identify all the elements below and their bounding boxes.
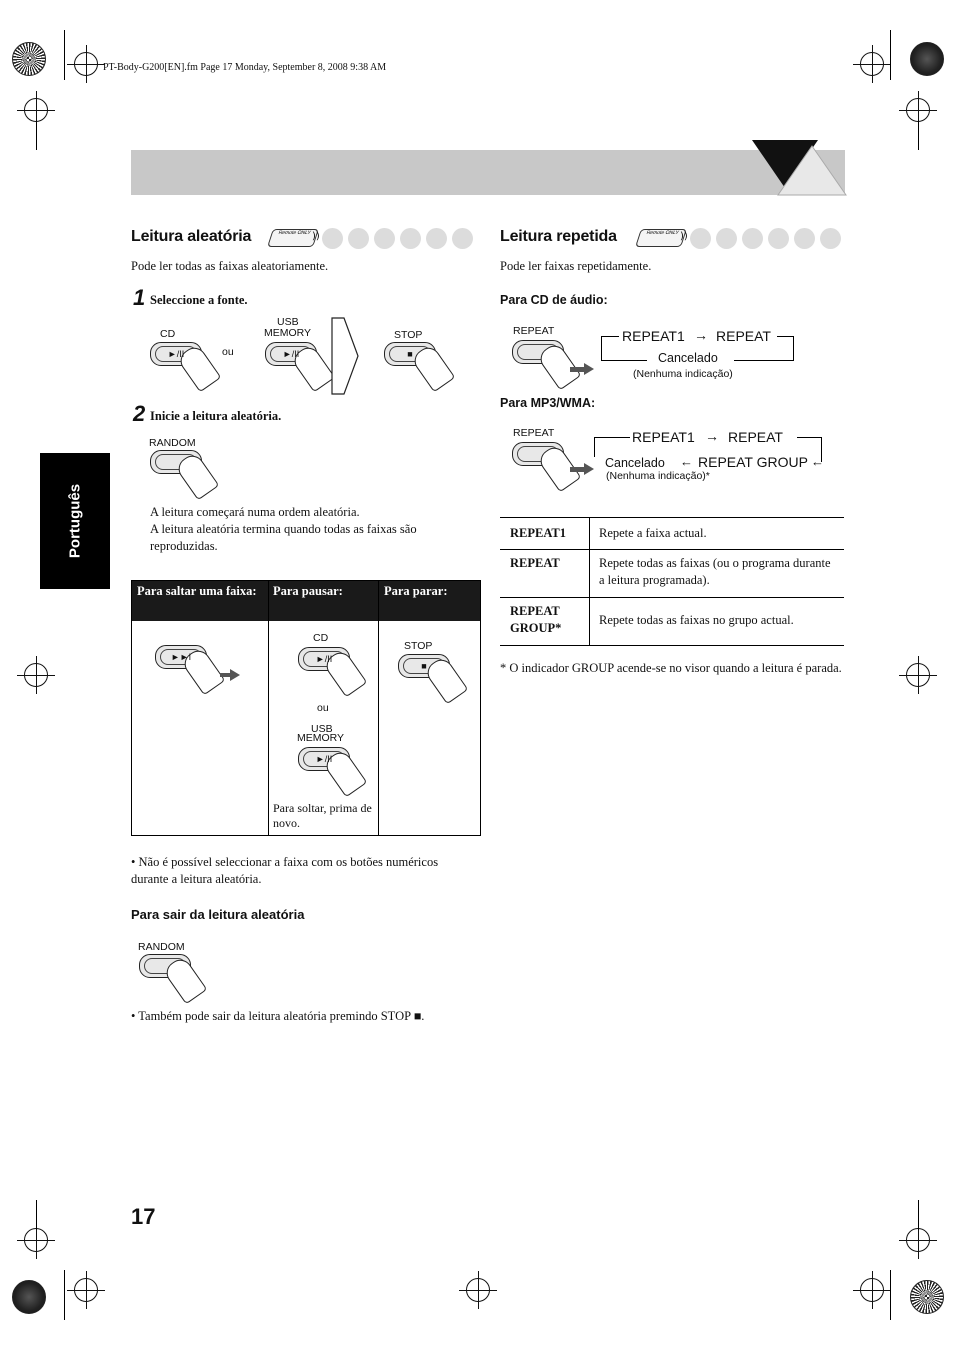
remote-only-icon: Remote ONLY: [267, 229, 319, 247]
repeat-modes-table: [500, 517, 844, 646]
random-label: RANDOM: [149, 437, 196, 449]
controls-table: [131, 580, 481, 836]
random-intro: Pode ler todas as faixas aleatoriamente.: [131, 259, 329, 273]
table-row-desc: Repete todas as faixas (ou o programa durante a leitura programada).: [599, 556, 831, 587]
usb-label-2: MEMORY: [264, 327, 312, 339]
table-row-desc: Repete a faixa actual.: [599, 526, 707, 540]
table-header-pause: Para pausar:: [273, 584, 343, 598]
table-row-mode: REPEAT: [510, 556, 560, 570]
table-header-skip: Para saltar uma faixa:: [137, 584, 257, 598]
random-note-1: A leitura começará numa ordem aleatória.: [150, 505, 360, 519]
registration-mark: [24, 663, 48, 687]
or-label: ou: [222, 346, 234, 358]
registration-mark: [906, 663, 930, 687]
random-section-title: Leitura aleatória: [131, 228, 252, 245]
registration-mark: [860, 52, 884, 76]
flow-arrow: →: [694, 327, 708, 343]
step-1-text: Seleccione a fonte.: [150, 293, 248, 307]
flow-arrow-left: ←: [811, 454, 824, 469]
flow-arrow-left: ←: [680, 454, 693, 469]
registration-sunburst-bottom-left: [12, 1280, 46, 1314]
flow-repeat-mp3: REPEAT: [728, 429, 783, 445]
table-row-mode: REPEAT GROUP*: [510, 604, 562, 635]
repeat-section-title: Leitura repetida: [500, 228, 617, 245]
repeat-label: REPEAT: [513, 325, 555, 337]
cd-label: CD: [160, 328, 176, 340]
flow-repeat-cd: REPEAT: [716, 328, 771, 344]
usb-pause-button[interactable]: ►/II: [298, 747, 350, 771]
flow-none-mp3: (Nenhuma indicação)*: [606, 470, 710, 482]
usb-label-1: USB: [277, 316, 299, 328]
crop-line: [918, 1200, 919, 1230]
crop-line: [36, 1200, 37, 1230]
exit-random-heading: Para sair da leitura aleatória: [131, 907, 305, 922]
flow-arrow: →: [705, 428, 719, 444]
registration-sunburst-bottom-right: [910, 1280, 944, 1314]
big-arrow-icon: [330, 314, 360, 398]
crop-line: [64, 30, 65, 80]
signal-icon: )): [680, 231, 688, 242]
usb-label-1: USB: [311, 723, 333, 735]
cd-play-button[interactable]: ►/II: [150, 342, 202, 366]
skip-forward-button[interactable]: ►►I: [155, 645, 207, 669]
flow-repeat1-cd: REPEAT1: [622, 328, 685, 344]
crop-line: [64, 1270, 65, 1320]
language-tab-label: Português: [66, 483, 84, 559]
mp3-wma-heading: Para MP3/WMA:: [500, 396, 596, 410]
stop-button[interactable]: ■: [398, 654, 450, 678]
header-banner: [131, 150, 845, 195]
repeat-label: REPEAT: [513, 427, 555, 439]
random-note-2: A leitura aleatória termina quando todas as faixas são reproduzidas.: [150, 522, 417, 553]
header-triangle: [752, 140, 848, 196]
usb-label-2: MEMORY: [297, 732, 345, 744]
crop-line: [890, 1270, 891, 1320]
step-2-text: Inicie a leitura aleatória.: [150, 409, 282, 423]
stop-label: STOP: [394, 329, 423, 341]
arrow-right-icon: [584, 363, 594, 375]
registration-sunburst-top-left: [12, 42, 46, 76]
arrow-right-icon: [584, 463, 594, 475]
or-label: ou: [317, 702, 329, 714]
page-number: 17: [131, 1204, 156, 1229]
crop-line: [918, 120, 919, 150]
step-1-number: 1: [133, 285, 146, 310]
registration-mark: [466, 1278, 490, 1302]
flow-repeat-group: REPEAT GROUP: [698, 454, 808, 470]
crop-line: [890, 30, 891, 80]
table-header-stop: Para parar:: [384, 584, 448, 598]
flow-cancel-mp3: Cancelado: [605, 456, 665, 470]
bullet-note-2: • Também pode sair da leitura aleatória premindo STOP ■.: [131, 1009, 425, 1023]
crop-line: [36, 120, 37, 150]
cd-audio-heading: Para CD de áudio:: [500, 293, 608, 307]
decorative-dots: [690, 228, 841, 249]
registration-mark: [24, 98, 48, 122]
cd-label: CD: [313, 632, 329, 644]
stop-label: STOP: [404, 640, 433, 652]
language-tab: [40, 453, 110, 589]
registration-mark: [24, 1228, 48, 1252]
decorative-dots: [322, 228, 473, 249]
flow-repeat1-mp3: REPEAT1: [632, 429, 695, 445]
pause-note: Para soltar, prima de novo.: [273, 801, 372, 830]
step-2-number: 2: [133, 401, 146, 426]
cd-pause-button[interactable]: ►/II: [298, 647, 350, 671]
registration-mark: [906, 1228, 930, 1252]
table-row-desc: Repete todas as faixas no grupo actual.: [599, 613, 794, 627]
flow-cancel-cd: Cancelado: [658, 351, 718, 365]
file-info: PT-Body-G200[EN].fm Page 17 Monday, September 8, 2008 9:38 AM: [103, 62, 387, 73]
registration-mark: [74, 1278, 98, 1302]
table-row-mode: REPEAT1: [510, 526, 567, 540]
remote-only-icon: Remote ONLY: [635, 229, 687, 247]
registration-mark: [906, 98, 930, 122]
usb-play-button[interactable]: ►/II: [265, 342, 317, 366]
repeat-intro: Pode ler faixas repetidamente.: [500, 259, 652, 273]
flow-none-cd: (Nenhuma indicação): [633, 368, 733, 380]
registration-sunburst-top-right: [910, 42, 944, 76]
random-label: RANDOM: [138, 941, 185, 953]
stop-button[interactable]: ■: [384, 342, 436, 366]
footnote: * O indicador GROUP acende-se no visor quando a leitura é parada.: [500, 661, 842, 675]
signal-icon: )): [312, 231, 320, 242]
bullet-note-1: • Não é possível seleccionar a faixa com os botões numéricos durante a leitura aleatória.: [131, 855, 439, 886]
registration-mark: [860, 1278, 884, 1302]
registration-mark: [74, 52, 98, 76]
